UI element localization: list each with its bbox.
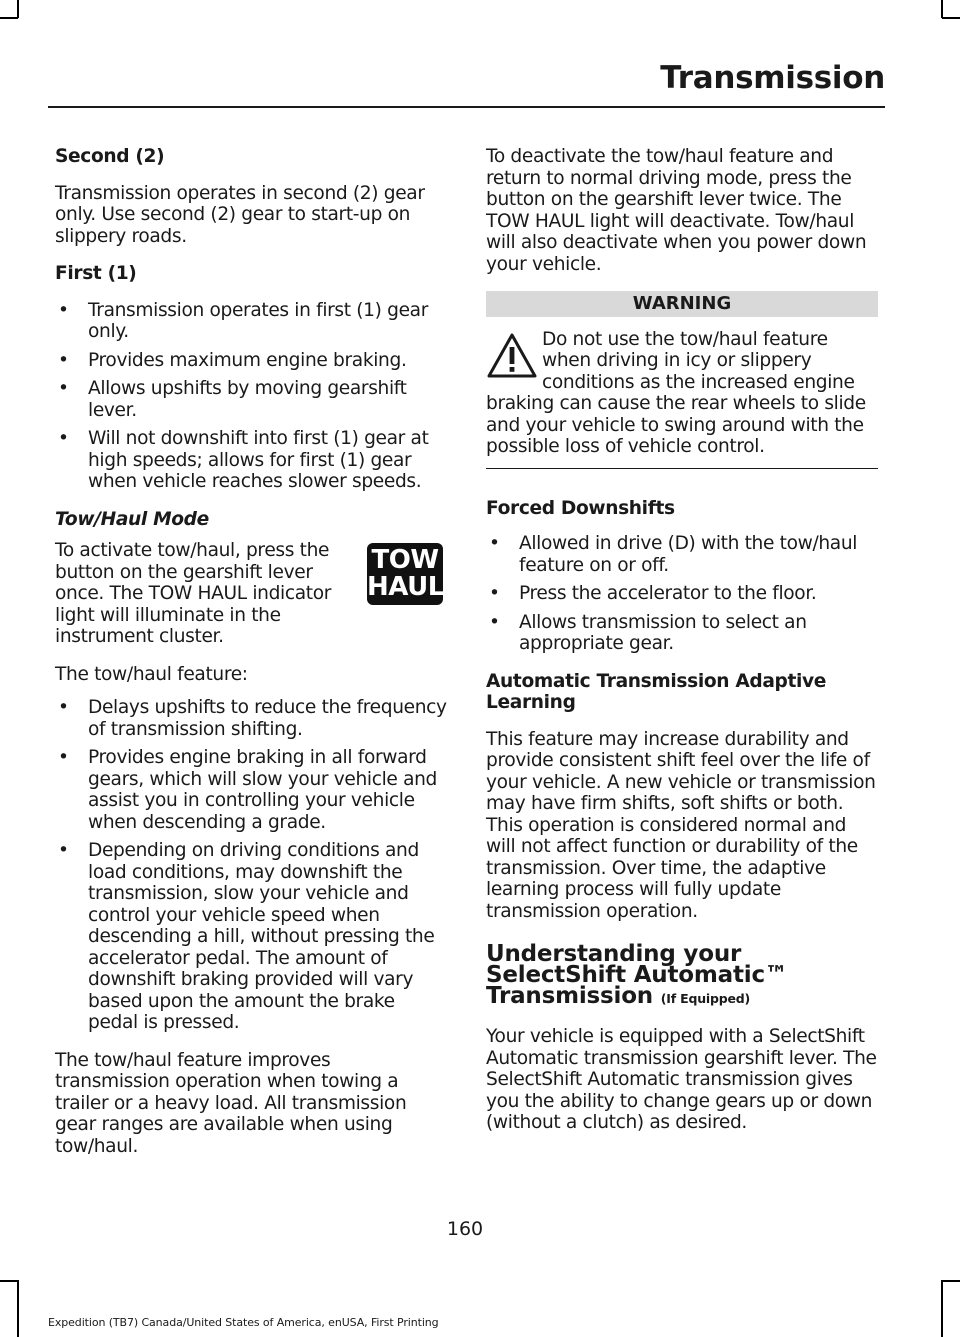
tow-haul-improves-text: The tow/haul feature improves transmission operation when towing a trailer or a heavy load. All transmission gear ranges are available when using tow/haul. (55, 1049, 407, 1157)
tow-haul-activate-text: To activate tow/haul, press the button on the gearshift lever once. The TOW HAUL indicator light will illuminate in the instrument cluster. (55, 540, 332, 647)
tow-haul-icon (367, 543, 443, 605)
warning-text: Do not use the tow/haul feature when driving in icy or slippery conditions as the increased engine braking can cause the rear wheels to slide and your vehicle to swing around with the possible loss of vehicle control. (486, 328, 866, 457)
crop-mark-top-left-v (17, 0, 19, 18)
selectshift-heading (486, 941, 878, 1009)
warning-box (486, 329, 878, 469)
second-gear-heading: Second (2) (55, 146, 165, 167)
first-gear-list (55, 300, 447, 493)
page-title: Transmission (660, 60, 885, 96)
first-gear-heading: First (1) (55, 263, 137, 284)
tow-haul-heading: Tow/Haul Mode (55, 508, 209, 530)
crop-mark-bottom-right-h (942, 1280, 960, 1282)
second-gear-text: Transmission operates in second (2) gear only. Use second (2) gear to start-up on slippery roads. (55, 182, 425, 247)
crop-mark-top-right-h (942, 17, 960, 19)
crop-mark-bottom-left-h (0, 1280, 18, 1282)
selectshift-text: Your vehicle is equipped with a SelectShift Automatic transmission gearshift lever. The SelectShift Automatic transmission gives you the ability to change gears up or down (without a clutch) as desired. (486, 1026, 877, 1133)
list-item: • Depending on driving conditions and load conditions, may downshift the transmission, slow your vehicle and control your vehicle speed when descending a hill, without pressing the accelerator pedal. The amount of downshift braking provided will vary based upon the amount the brake pedal is pressed. (55, 840, 447, 1034)
selectshift-heading-suffix: (If Equipped) (660, 991, 751, 1006)
crop-mark-bottom-left-v (17, 1280, 19, 1337)
list-item: • Allows upshifts by moving gearshift lever. (55, 378, 447, 421)
tow-haul-icon-line2: HAUL (367, 572, 444, 602)
list-item: • Allowed in drive (D) with the tow/haul feature on or off. (486, 533, 878, 576)
right-column (486, 146, 878, 1150)
forced-downshifts-list (486, 533, 878, 655)
list-item: • Provides maximum engine braking. (55, 350, 447, 372)
tow-haul-feature-intro: The tow/haul feature: (55, 663, 248, 685)
selectshift-heading-text: Understanding your SelectShift Automatic™ Transmission (486, 941, 788, 1009)
list-item: • Transmission operates in first (1) gear only. (55, 300, 447, 343)
crop-mark-top-left-h (0, 17, 18, 19)
list-item: • Press the accelerator to the floor. (486, 583, 878, 605)
list-item: • Delays upshifts to reduce the frequency of transmission shifting. (55, 697, 447, 740)
tow-haul-deactivate-text: To deactivate the tow/haul feature and return to normal driving mode, press the button on the gearshift lever twice. The TOW HAUL light will deactivate. Tow/haul will also deactivate when you power down your vehicle. (486, 146, 867, 275)
header-divider (48, 106, 885, 108)
crop-mark-bottom-right-v (941, 1280, 943, 1337)
crop-mark-top-right-v (941, 0, 943, 18)
warning-triangle-icon (486, 331, 538, 381)
footer-text: Expedition (TB7) Canada/United States of America, enUSA, First Printing (48, 1316, 439, 1329)
tow-haul-activation (55, 540, 447, 648)
tow-haul-feature-list (55, 697, 447, 1034)
list-item: • Allows transmission to select an appropriate gear. (486, 612, 878, 655)
forced-downshifts-heading: Forced Downshifts (486, 497, 675, 519)
left-column (55, 146, 447, 1173)
adaptive-learning-heading: Automatic Transmission Adaptive Learning (486, 670, 827, 713)
list-item: • Provides engine braking in all forward gears, which will slow your vehicle and assist you in controlling your vehicle when descending a grade. (55, 747, 447, 833)
list-item: • Will not downshift into first (1) gear at high speeds; allows for first (1) gear when vehicle reaches slower speeds. (55, 428, 447, 493)
warning-label: WARNING (486, 291, 878, 317)
page-number: 160 (446, 1218, 484, 1240)
tow-haul-icon-line1: TOW (371, 545, 439, 575)
adaptive-learning-text: This feature may increase durability and provide consistent shift feel over the life of your vehicle. A new vehicle or transmission may have firm shifts, soft shifts or both. This operation is considered normal and will not affect function or durability of the transmission. Over time, the adaptive learning process will fully update transmission operation. (486, 728, 876, 922)
